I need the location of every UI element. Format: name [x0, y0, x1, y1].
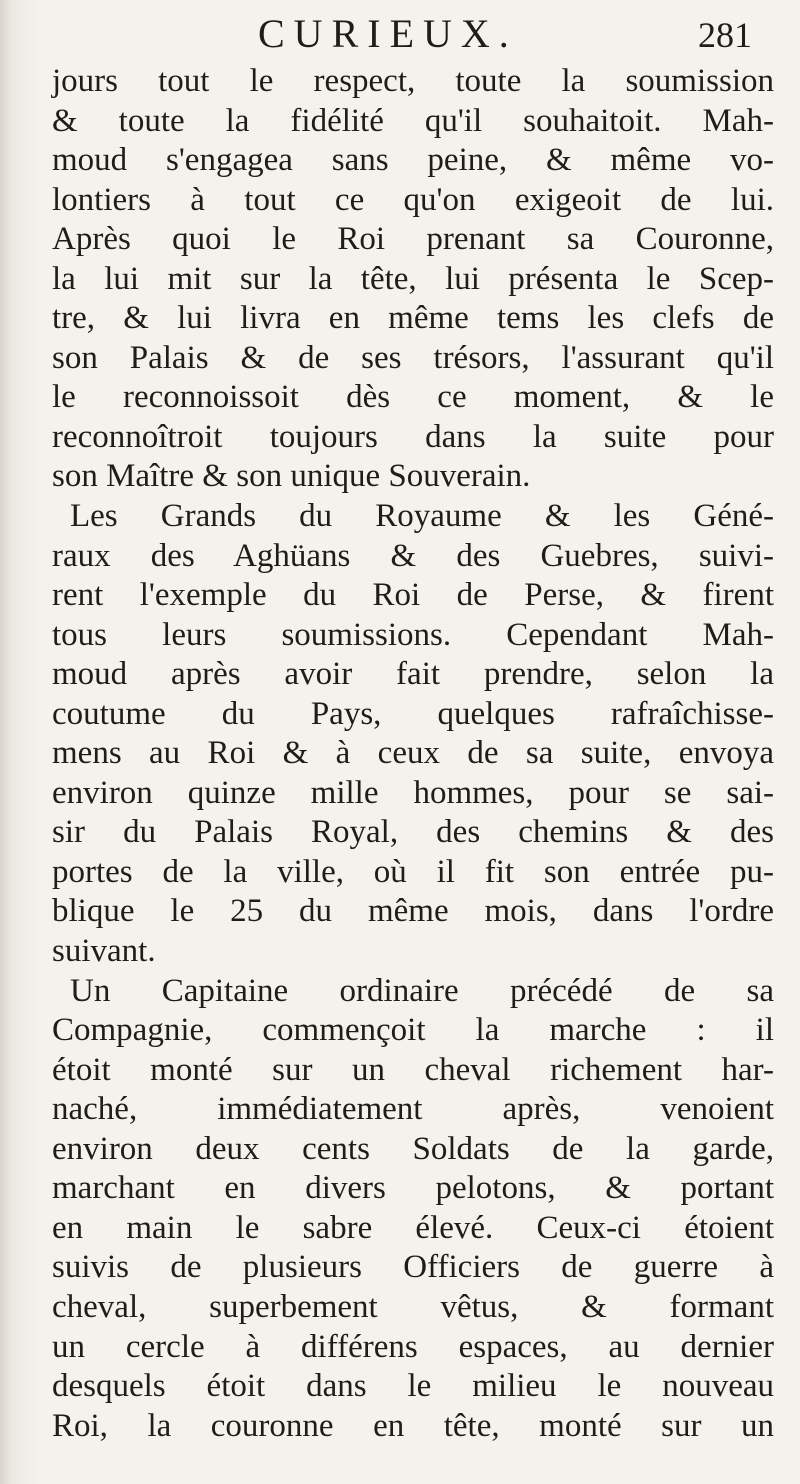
text-line: cheval, superbement vêtus, & formant	[52, 1288, 774, 1325]
text-line: suivis de plusieurs Officiers de guerre à	[52, 1249, 774, 1286]
text-line: étoit monté sur un cheval richement har-	[52, 1051, 774, 1088]
text-line: un cercle à différens espaces, au dernier	[52, 1328, 774, 1365]
text-line: coutume du Pays, quelques rafraîchisse-	[52, 695, 774, 732]
text-line: environ quinze mille hommes, pour se sai-	[52, 774, 774, 811]
text-line: reconnoîtroit toujours dans la suite pour	[52, 418, 774, 455]
text-line: marchant en divers pelotons, & portant	[52, 1170, 774, 1207]
paragraph-start-line: Un Capitaine ordinaire précédé de sa	[70, 972, 774, 1009]
text-line: son Palais & de ses trésors, l'assurant qu'il	[52, 339, 774, 376]
body-text	[52, 62, 774, 1446]
text-line: lontiers à tout ce qu'on exigeoit de lui.	[52, 181, 774, 218]
text-line: Roi, la couronne en tête, monté sur un	[52, 1407, 774, 1444]
text-line: desquels étoit dans le milieu le nouveau	[52, 1368, 774, 1405]
text-line: rent l'exemple du Roi de Perse, & firent	[52, 577, 774, 614]
text-line: en main le sabre élevé. Ceux-ci étoient	[52, 1209, 774, 1246]
text-line: sir du Palais Royal, des chemins & des	[52, 814, 774, 851]
text-line: moud après avoir fait prendre, selon la	[52, 656, 774, 693]
text-line: jours tout le respect, toute la soumission	[52, 63, 774, 99]
text-line: blique le 25 du même mois, dans l'ordre	[52, 893, 774, 930]
page-gutter-shadow	[0, 0, 18, 1484]
text-line: le reconnoissoit dès ce moment, & le	[52, 379, 774, 416]
running-title: CURIEUX.	[258, 11, 518, 56]
text-line: raux des Aghüans & des Guebres, suivi-	[52, 537, 774, 574]
text-line: & toute la fidélité qu'il souhaitoit. Mah-	[52, 102, 774, 139]
text-line: son Maître & son unique Souverain.	[52, 458, 531, 495]
text-line: mens au Roi & à ceux de sa suite, envoya	[52, 735, 774, 772]
text-line: Compagnie, commençoit la marche : il	[52, 1012, 774, 1049]
text-line: Après quoi le Roi prenant sa Couronne,	[52, 221, 774, 258]
text-line: moud s'engagea sans peine, & même vo-	[52, 142, 774, 179]
page-header	[0, 11, 800, 56]
text-line: suivant.	[52, 933, 156, 970]
text-line: environ deux cents Soldats de la garde,	[52, 1130, 774, 1167]
text-line: la lui mit sur la tête, lui présenta le Scep-	[52, 260, 774, 297]
text-line: naché, immédiatement après, venoient	[52, 1091, 774, 1128]
page-number: 281	[698, 15, 752, 55]
text-line: tre, & lui livra en même tems les clefs de	[52, 300, 774, 337]
text-line: portes de la ville, où il fit son entrée pu-	[52, 853, 774, 890]
text-line: tous leurs soumissions. Cependant Mah-	[52, 616, 774, 653]
paragraph-start-line: Les Grands du Royaume & les Géné-	[70, 498, 774, 535]
